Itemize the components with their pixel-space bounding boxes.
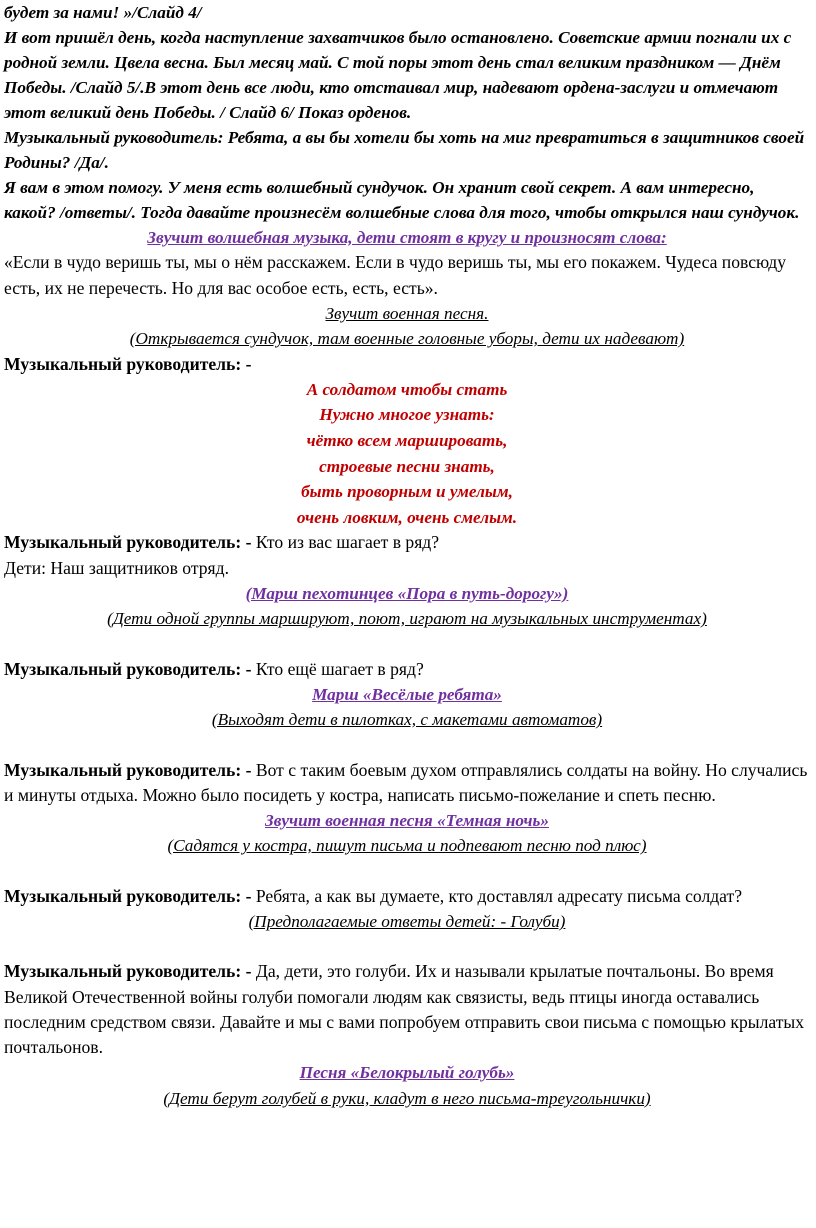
cue-song: Песня «Белокрылый голубь»	[299, 1063, 515, 1083]
dialogue-line	[4, 959, 810, 1060]
stage-direction: (Дети одной группы маршируют, поют, играют на музыкальных инструментах)	[107, 609, 707, 629]
intro-paragraph: И вот пришёл день, когда наступление захватчиков было остановлено. Советские армии погнали их с родной земли. Цвела весна. Был месяц май. С той поры этот день стал великим праздником — Днём Победы. /Слайд 5/.В этот день все люди, кто отстаивал мир, надевают ордена-заслуги и отмечают этот великий день Победы. / Слайд 6/ Показ орденов.	[4, 28, 792, 122]
stage-direction: (Предполагаемые ответы детей: - Голуби)	[248, 912, 566, 932]
poem-line: очень ловким, очень смелым.	[296, 507, 518, 527]
intro-paragraph: будет за нами! »/Слайд 4/	[4, 3, 202, 22]
line-text: Кто из вас шагает в ряд?	[255, 532, 440, 553]
stage-direction: (Дети берут голубей в руки, кладут в него письма-треугольнички)	[163, 1088, 651, 1108]
line-text: Ребята, а как вы думаете, кто доставлял адресату письма солдат?	[255, 885, 743, 906]
cue-march: (Марш пехотинцев «Пора в путь-дорогу»)	[245, 583, 569, 603]
cue-military-song: Звучит военная песня.	[325, 303, 489, 323]
children-answer: Дети: Наш защитников отряд.	[4, 557, 229, 578]
cue-march: Марш «Весёлые ребята»	[312, 684, 502, 704]
poem-line: строевые песни знать,	[319, 456, 495, 476]
stage-direction: (Садятся у костра, пишут письма и подпевают песню под плюс)	[167, 836, 647, 856]
blank-line	[4, 733, 810, 758]
speaker-label: Музыкальный руководитель: -	[4, 885, 252, 906]
poem-line: Нужно многое узнать:	[319, 405, 495, 425]
blank-line	[4, 632, 810, 657]
stage-direction: (Открывается сундучок, там военные головные уборы, дети их надевают)	[129, 329, 685, 349]
blank-line	[4, 934, 810, 959]
dialogue-line	[4, 657, 810, 682]
line-text: Кто ещё шагает в ряд?	[255, 658, 424, 679]
speaker-label: Музыкальный руководитель: -	[4, 353, 252, 374]
line-text: Вот с таким боевым духом отправлялись солдаты на войну. Но случались и минуты отдыха. Можно было посидеть у костра, написать письмо-пожелание и спеть песню.	[4, 759, 808, 805]
speaker-label: Музыкальный руководитель: -	[4, 532, 252, 553]
dialogue-line	[4, 884, 810, 909]
speaker-label: Музыкальный руководитель: -	[4, 658, 252, 679]
magic-words: «Если в чудо веришь ты, мы о нём расскажем. Если в чудо веришь ты, мы его покажем. Чудеса повсюду есть, их не перечесть. Но для вас особое есть, есть, есть».	[4, 252, 787, 298]
poem-line: А солдатом чтобы стать	[306, 379, 508, 399]
intro-paragraph: Я вам в этом помогу. У меня есть волшебный сундучок. Он хранит свой секрет. А вам интересно, какой? /ответы/. Тогда давайте произнесём волшебные слова для того, чтобы открылся наш сундучок.	[4, 178, 800, 222]
dialogue-line	[4, 758, 810, 808]
blank-line	[4, 859, 810, 884]
speaker-label: Музыкальный руководитель: -	[4, 759, 252, 780]
line-text: Да, дети, это голуби. Их и называли крылатые почтальоны. Во время Великой Отечественной войны голуби помогали людям как связисты, ведь птицы иногда оставались последним средством связи. Давайте и мы с вами попробуем отправить свои письма с помощью крылатых почтальонов.	[4, 961, 805, 1058]
cue-song: Звучит военная песня «Темная ночь»	[265, 811, 549, 831]
poem	[4, 377, 810, 531]
intro-paragraph: Музыкальный руководитель: Ребята, а вы бы хотели бы хоть на миг превратиться в защитников своей Родины? /Да/.	[4, 128, 805, 172]
poem-line: чётко всем маршировать,	[306, 431, 508, 451]
dialogue-line	[4, 530, 810, 555]
stage-direction: (Выходят дети в пилотках, с макетами автоматов)	[211, 710, 603, 730]
poem-line: быть проворным и умелым,	[301, 482, 513, 502]
cue-magic-music: Звучит волшебная музыка, дети стоят в кругу и произносят слова:	[147, 228, 667, 247]
speaker-label: Музыкальный руководитель: -	[4, 961, 252, 982]
